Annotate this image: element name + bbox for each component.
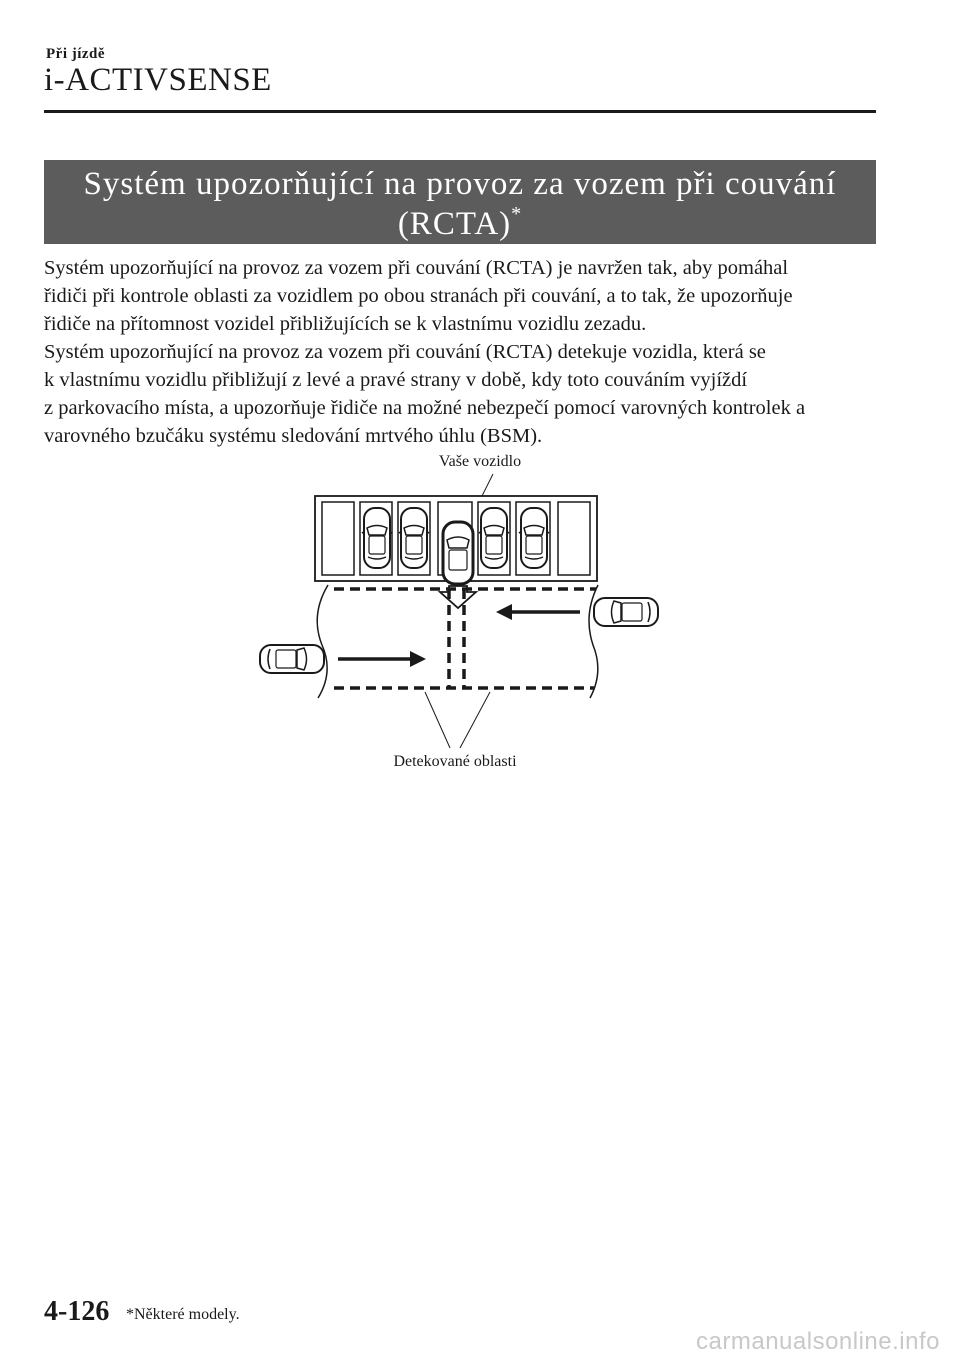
- parked-car: [399, 508, 429, 568]
- body-line: řidiči při kontrole oblasti za vozidlem po obou stranách při couvání, a to tak, že upozorňuje: [44, 285, 793, 307]
- rcta-diagram-svg: [250, 440, 670, 780]
- own-vehicle: [443, 522, 473, 584]
- watermark: carmanualsonline.info: [696, 1328, 940, 1355]
- banner-title-line1: Systém upozorňující na provoz za vozem při couvání: [83, 166, 837, 202]
- banner-title-line2: [44, 204, 876, 244]
- leader-detection-left: [425, 692, 450, 748]
- footnote: *Některé modely.: [126, 1306, 240, 1323]
- label-detection-areas: Detekované oblasti: [393, 753, 517, 770]
- header-rule: [44, 110, 876, 113]
- body-line: k vlastnímu vozidlu přibližují z levé a pravé strany v době, kdy toto couváním vyjíždí: [44, 369, 748, 391]
- section-title: i-ACTIVSENSE: [44, 62, 272, 98]
- arrow-from-right-head: [496, 604, 512, 620]
- body-line: z parkovacího místa, a upozorňuje řidiče na možné nebezpečí pomocí varovných kontrolek a: [44, 397, 806, 419]
- body-line: Systém upozorňující na provoz za vozem při couvání (RCTA) detekuje vozidla, která se: [44, 341, 766, 363]
- rcta-diagram: [250, 440, 670, 780]
- body-line: varovného bzučáku systému sledování mrtvého úhlu (BSM).: [44, 425, 543, 447]
- body-text: [44, 254, 884, 450]
- parked-car: [362, 508, 392, 568]
- arrow-from-left-head: [410, 651, 426, 667]
- parked-car: [519, 508, 549, 568]
- leader-detection-right: [460, 692, 490, 748]
- banner-title-acronym: (RCTA): [397, 206, 512, 242]
- banner-title-marker: *: [511, 203, 523, 225]
- topic-banner: [44, 160, 876, 244]
- parked-car: [479, 508, 509, 568]
- body-line: řidiče na přítomnost vozidel přibližujících se k vlastnímu vozidlu zezadu.: [44, 313, 647, 335]
- approaching-vehicle-left: [260, 645, 324, 673]
- detection-areas: [334, 589, 596, 688]
- approaching-vehicle-right: [594, 598, 658, 626]
- road-edge-left: [317, 585, 328, 698]
- label-your-vehicle: Vaše vozidlo: [438, 453, 522, 470]
- breadcrumb: Při jízdě: [46, 46, 106, 62]
- page-number: 4-126: [44, 1296, 110, 1327]
- body-line: Systém upozorňující na provoz za vozem při couvání (RCTA) je navržen tak, aby pomáhal: [44, 257, 789, 279]
